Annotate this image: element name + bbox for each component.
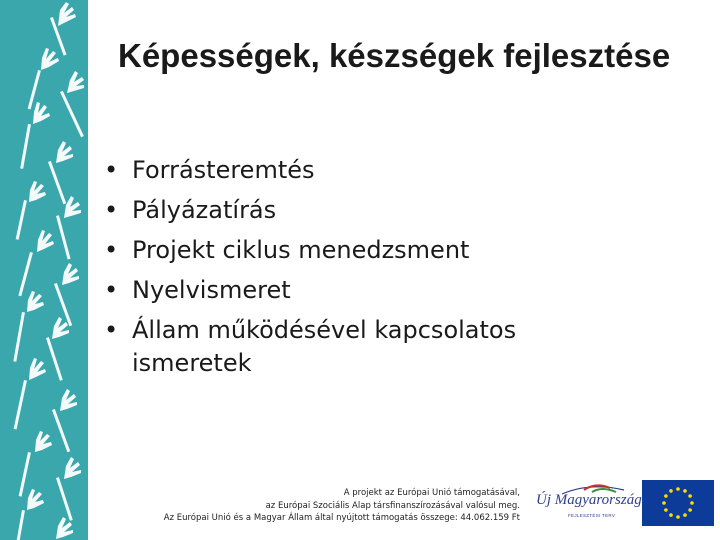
decorative-side-band — [0, 0, 88, 540]
list-item — [104, 234, 624, 267]
list-item — [104, 194, 624, 227]
uj-magyarorszag-wordmark: Új Magyarország — [536, 492, 642, 508]
bullet-dot: • — [104, 156, 119, 184]
uj-magyarorszag-subtitle: FEJLESZTÉSI TERV — [568, 513, 616, 518]
funding-notice — [100, 487, 520, 525]
funding-notice-line: A projekt az Európai Unió támogatásával, — [343, 488, 520, 498]
eu-stars-icon — [642, 480, 714, 526]
list-item-text: Nyelvismeret — [132, 276, 291, 304]
uj-magyarorszag-logo — [532, 480, 642, 526]
eu-flag-logo — [642, 480, 714, 526]
list-item — [104, 314, 624, 380]
bullet-list — [104, 154, 624, 387]
list-item — [104, 154, 624, 187]
funding-notice-line: Az Európai Unió és a Magyar Állam által nyújtott támogatás összege: 44.062.159 Ft — [163, 513, 520, 523]
raised-hands-illustration — [0, 0, 88, 540]
slide-title: Képességek, készségek fejlesztése — [118, 37, 671, 74]
list-item-text: Projekt ciklus menedzsment — [132, 236, 470, 264]
list-item-text: Állam működésével kapcsolatos ismeretek — [132, 316, 517, 377]
list-item-text: Forrásteremtés — [132, 156, 315, 184]
bullet-dot: • — [104, 316, 119, 344]
bullet-dot: • — [104, 276, 119, 304]
bullet-dot: • — [104, 236, 119, 264]
funding-notice-line: az Európai Szociális Alap társfinanszírozásával valósul meg. — [265, 500, 520, 511]
bullet-dot: • — [104, 196, 119, 224]
list-item-text: Pályázatírás — [132, 196, 277, 224]
list-item — [104, 274, 624, 307]
